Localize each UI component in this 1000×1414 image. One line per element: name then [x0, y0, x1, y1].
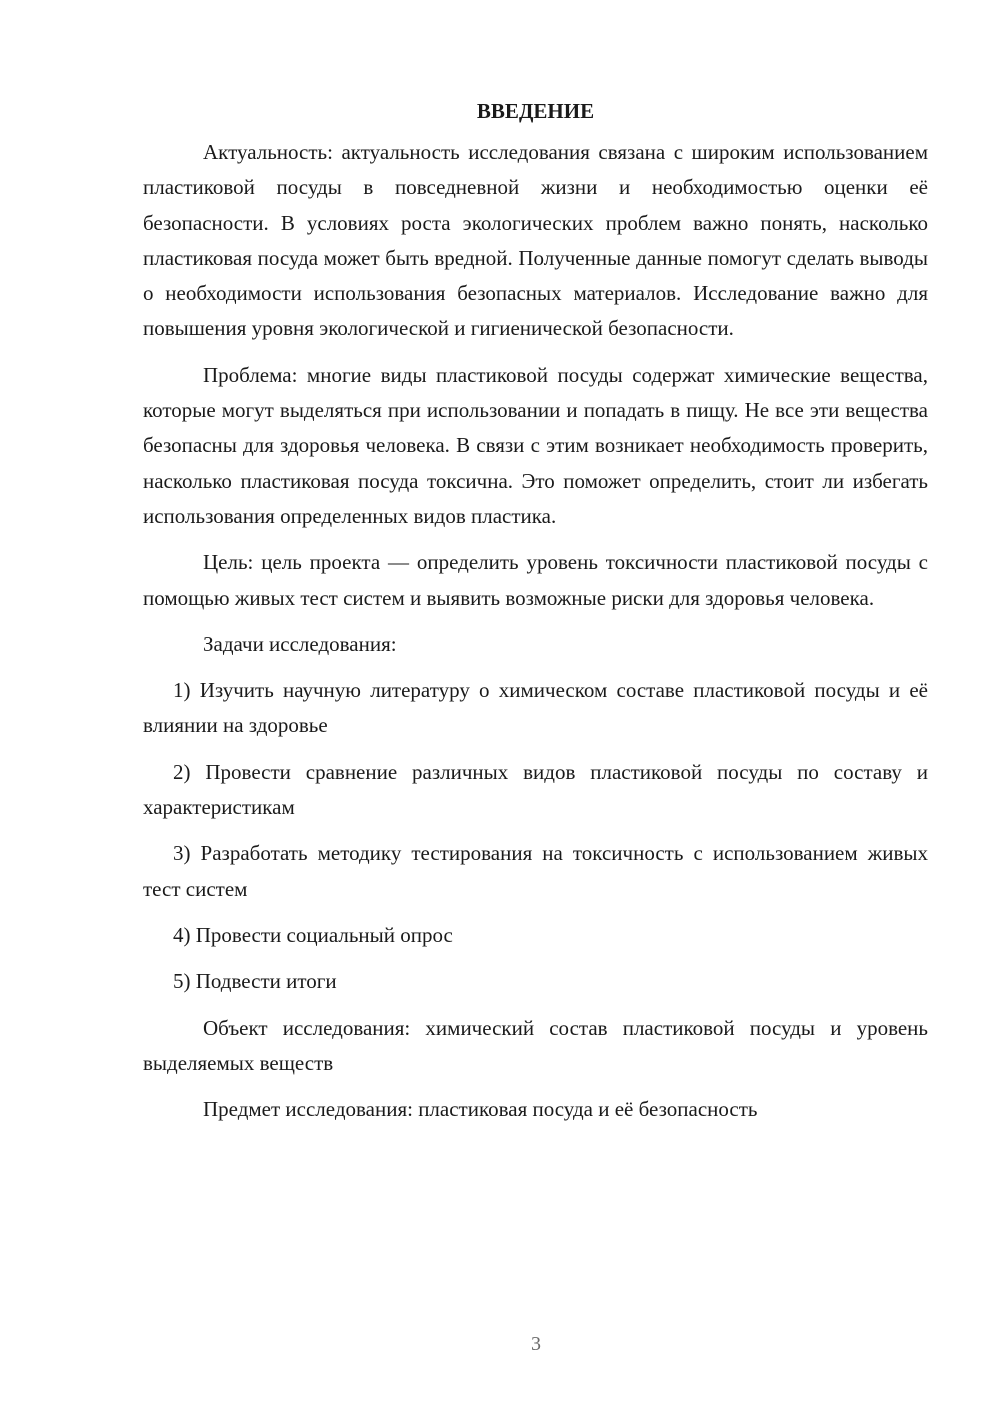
document-body: [143, 94, 928, 1138]
task-item: 1) Изучить научную литературу о химическом составе пластиковой посуды и её влиянии на здоровье: [143, 678, 928, 738]
tasks-heading: Задачи исследования:: [203, 631, 397, 656]
research-object-paragraph: Объект исследования: химический состав пластиковой посуды и уровень выделяемых веществ: [143, 1015, 928, 1075]
page-title: ВВЕДЕНИЕ: [476, 99, 595, 123]
task-item: 3) Разработать методику тестирования на токсичность с использованием живых тест систем: [143, 841, 928, 901]
task-item: 5) Подвести итоги: [173, 969, 337, 994]
page-number: 3: [531, 1333, 541, 1355]
relevance-paragraph: Актуальность: актуальность исследования связана с широким использованием пластиковой посуды в повседневной жизни и необходимостью оценки её безопасности. В условиях роста экологических проблем важно понять, насколько пластиковая посуда может быть вредной. Полученные данные помогут сделать выводы о необходимости использования безопасных материалов. Исследование важно для повышения уровня экологической и гигиенической безопасности.: [143, 140, 928, 341]
task-item: 4) Провести социальный опрос: [173, 922, 453, 947]
goal-paragraph: Цель: цель проекта — определить уровень токсичности пластиковой посуды с помощью живых тест систем и выявить возможные риски для здоровья человека.: [143, 550, 928, 610]
research-subject-paragraph: Предмет исследования: пластиковая посуда и её безопасность: [203, 1097, 758, 1122]
problem-paragraph: Проблема: многие виды пластиковой посуды содержат химические вещества, которые могут выделяться при использовании и попадать в пищу. Не все эти вещества безопасны для здоровья человека. В связи с этим возникает необходимость проверить, насколько пластиковая посуда токсична. Это поможет определить, стоит ли избегать использования определенных видов пластика.: [143, 362, 928, 528]
task-item: 2) Провести сравнение различных видов пластиковой посуды по составу и характеристикам: [143, 759, 928, 820]
